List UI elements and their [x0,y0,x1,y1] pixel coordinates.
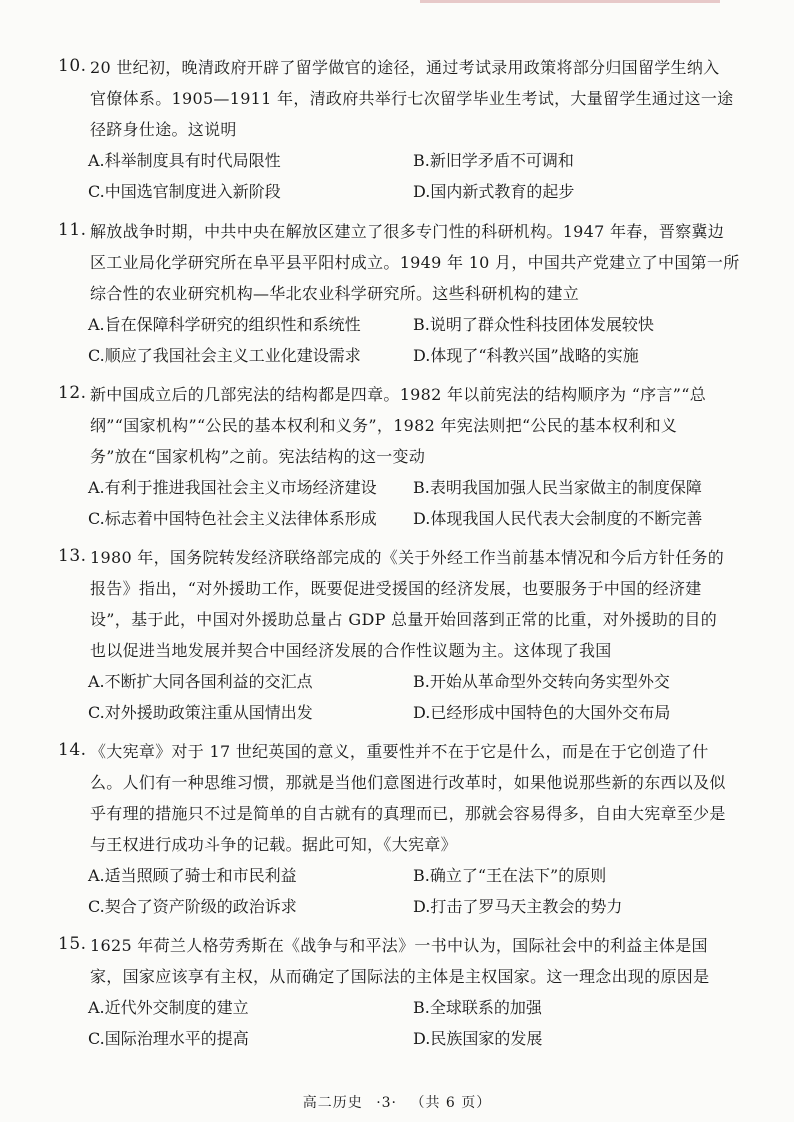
option-c[interactable]: C.国际治理水平的提高 [88,1029,249,1048]
question-number: 15. [58,934,87,954]
stem-line: 综合性的农业研究机构—华北农业科学研究所。这些科研机构的建立 [90,284,580,303]
option-b[interactable]: B.确立了“王在法下”的原则 [413,866,607,885]
option-b[interactable]: B.新旧学矛盾不可调和 [413,151,574,170]
question-15 [58,930,738,1054]
stem-line: 报告》指出，“对外援助工作，既要促进受援国的经济发展，也要服务于中国的经济建 [90,579,702,598]
footer-page-number: ·3· [376,1095,397,1111]
option-c[interactable]: C.契合了资产阶级的政治诉求 [88,897,297,916]
option-a[interactable]: A.近代外交制度的建立 [88,998,249,1017]
option-a[interactable]: A.适当照顾了骑士和市民利益 [88,866,297,885]
option-b[interactable]: B.说明了群众性科技团体发展较快 [413,315,654,334]
question-11 [58,216,738,371]
stem-line: 1980 年，国务院转发经济联络部完成的《关于外经工作当前基本情况和今后方针任务的 [90,548,725,567]
option-list [88,992,738,1054]
page-footer [0,1092,794,1112]
question-number: 12. [58,383,87,403]
option-list [88,860,738,922]
option-a[interactable]: A.旨在保障科学研究的组织性和系统性 [88,315,361,334]
option-d[interactable]: D.体现我国人民代表大会制度的不断完善 [413,509,703,528]
option-b[interactable]: B.全球联系的加强 [413,998,542,1017]
stem-line: 乎有理的措施只不过是简单的自古就有的真理而已，那就会容易得多，自由大宪章至少是 [90,804,726,823]
question-stem [90,379,738,472]
footer-total-pages: （共 6 页） [410,1095,492,1111]
stem-line: 1625 年荷兰人格劳秀斯在《战争与和平法》一书中认为，国际社会中的利益主体是国 [90,936,708,955]
stem-line: 解放战争时期，中共中央在解放区建立了很多专门性的科研机构。1947 年春，晋察冀边 [90,222,725,241]
option-c[interactable]: C.中国选官制度进入新阶段 [88,182,281,201]
option-list [88,666,738,728]
question-stem [90,216,738,309]
question-stem [90,542,738,666]
top-edge-mark [420,0,720,3]
stem-line: 务”放在“国家机构”之前。宪法结构的这一变动 [90,447,426,466]
option-list [88,309,738,371]
option-d[interactable]: D.国内新式教育的起步 [413,182,575,201]
option-b[interactable]: B.表明我国加强人民当家做主的制度保障 [413,478,702,497]
option-list [88,472,738,534]
question-stem [90,736,738,860]
option-d[interactable]: D.打击了罗马天主教会的势力 [413,897,623,916]
stem-line: 径跻身仕途。这说明 [90,120,237,139]
question-number: 13. [58,546,87,566]
option-d[interactable]: D.民族国家的发展 [413,1029,543,1048]
stem-line: 《大宪章》对于 17 世纪英国的意义，重要性并不在于它是什么，而是在于它创造了什 [90,742,709,761]
option-a[interactable]: A.科举制度具有时代局限性 [88,151,281,170]
stem-line: 家，国家应该享有主权，从而确定了国际法的主体是主权国家。这一理念出现的原因是 [90,967,710,986]
option-d[interactable]: D.已经形成中国特色的大国外交布局 [413,703,671,722]
option-b[interactable]: B.开始从革命型外交转向务实型外交 [413,672,670,691]
question-stem [90,52,738,145]
question-12 [58,379,738,534]
question-14 [58,736,738,922]
option-c[interactable]: C.标志着中国特色社会主义法律体系形成 [88,509,377,528]
footer-subject: 高二历史 [302,1095,363,1111]
stem-line: 与王权进行成功斗争的记载。据此可知，《大宪章》 [90,835,457,854]
question-10 [58,52,738,207]
question-number: 11. [58,220,87,240]
option-c[interactable]: C.顺应了我国社会主义工业化建设需求 [88,346,361,365]
question-stem [90,930,738,992]
question-13 [58,542,738,728]
stem-line: 也以促进当地发展并契合中国经济发展的合作性议题为主。这体现了我国 [90,641,612,660]
stem-line: 区工业局化学研究所在阜平县平阳村成立。1949 年 10 月，中国共产党建立了中国第一所 [90,253,740,272]
stem-line: 么。人们有一种思维习惯，那就是当他们意图进行改革时，如果他说那些新的东西以及似 [90,773,726,792]
stem-line: 20 世纪初，晚清政府开辟了留学做官的途径，通过考试录用政策将部分归国留学生纳入 [90,58,720,77]
option-list [88,145,738,207]
option-c[interactable]: C.对外援助政策注重从国情出发 [88,703,313,722]
option-a[interactable]: A.不断扩大同各国利益的交汇点 [88,672,313,691]
stem-line: 新中国成立后的几部宪法的结构都是四章。1982 年以前宪法的结构顺序为 “序言”“总 [90,385,707,404]
stem-line: 纲”“国家机构”“公民的基本权利和义务”，1982 年宪法则把“公民的基本权利和义 [90,416,678,435]
option-d[interactable]: D.体现了“科教兴国”战略的实施 [413,346,639,365]
question-number: 10. [58,56,87,76]
stem-line: 设”，基于此，中国对外援助总量占 GDP 总量开始回落到正常的比重，对外援助的目的 [90,610,718,629]
option-a[interactable]: A.有利于推进我国社会主义市场经济建设 [88,478,377,497]
question-number: 14. [58,740,87,760]
stem-line: 官僚体系。1905—1911 年，清政府共举行七次留学毕业生考试，大量留学生通过这一途 [90,89,734,108]
